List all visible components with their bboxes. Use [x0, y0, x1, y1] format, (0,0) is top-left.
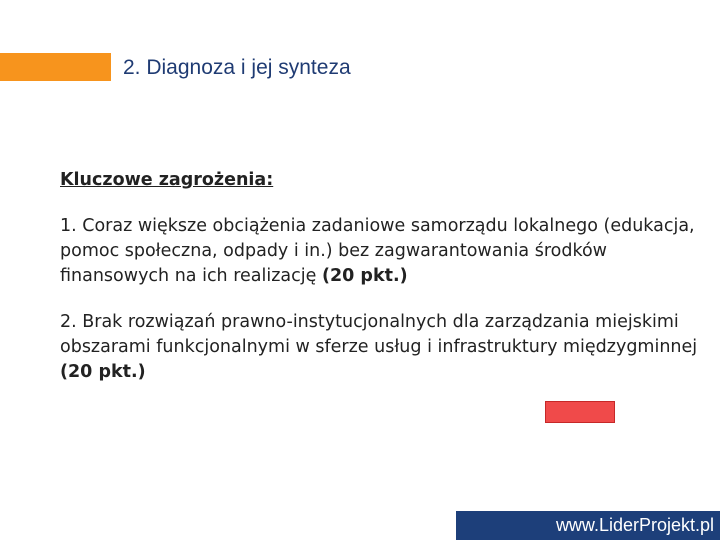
header-accent-bar	[0, 53, 111, 81]
section-heading: Kluczowe zagrożenia:	[60, 170, 274, 190]
threat-point-1-score: (20 pkt.)	[321, 266, 408, 286]
red-marker-box	[545, 401, 615, 423]
threat-point-1	[60, 214, 700, 289]
threat-point-1-text: 1. Coraz większe obciążenia zadaniowe samorządu lokalnego (edukacja, pomoc społeczna, odpady i in.) bez zagwarantowania środków finansowych na ich realizację	[60, 216, 695, 286]
threat-point-2	[60, 310, 700, 385]
threat-point-2-score: (20 pkt.)	[60, 362, 146, 382]
footer-url-banner[interactable]: www.LiderProjekt.pl	[456, 511, 720, 540]
slide-title: 2. Diagnoza i jej synteza	[123, 56, 351, 79]
slide-content	[60, 168, 700, 406]
threat-point-2-text: 2. Brak rozwiązań prawno-instytucjonalnych dla zarządzania miejskimi obszarami funkcjonalnymi w sferze usług i infrastruktury międzygminnej	[60, 312, 698, 357]
